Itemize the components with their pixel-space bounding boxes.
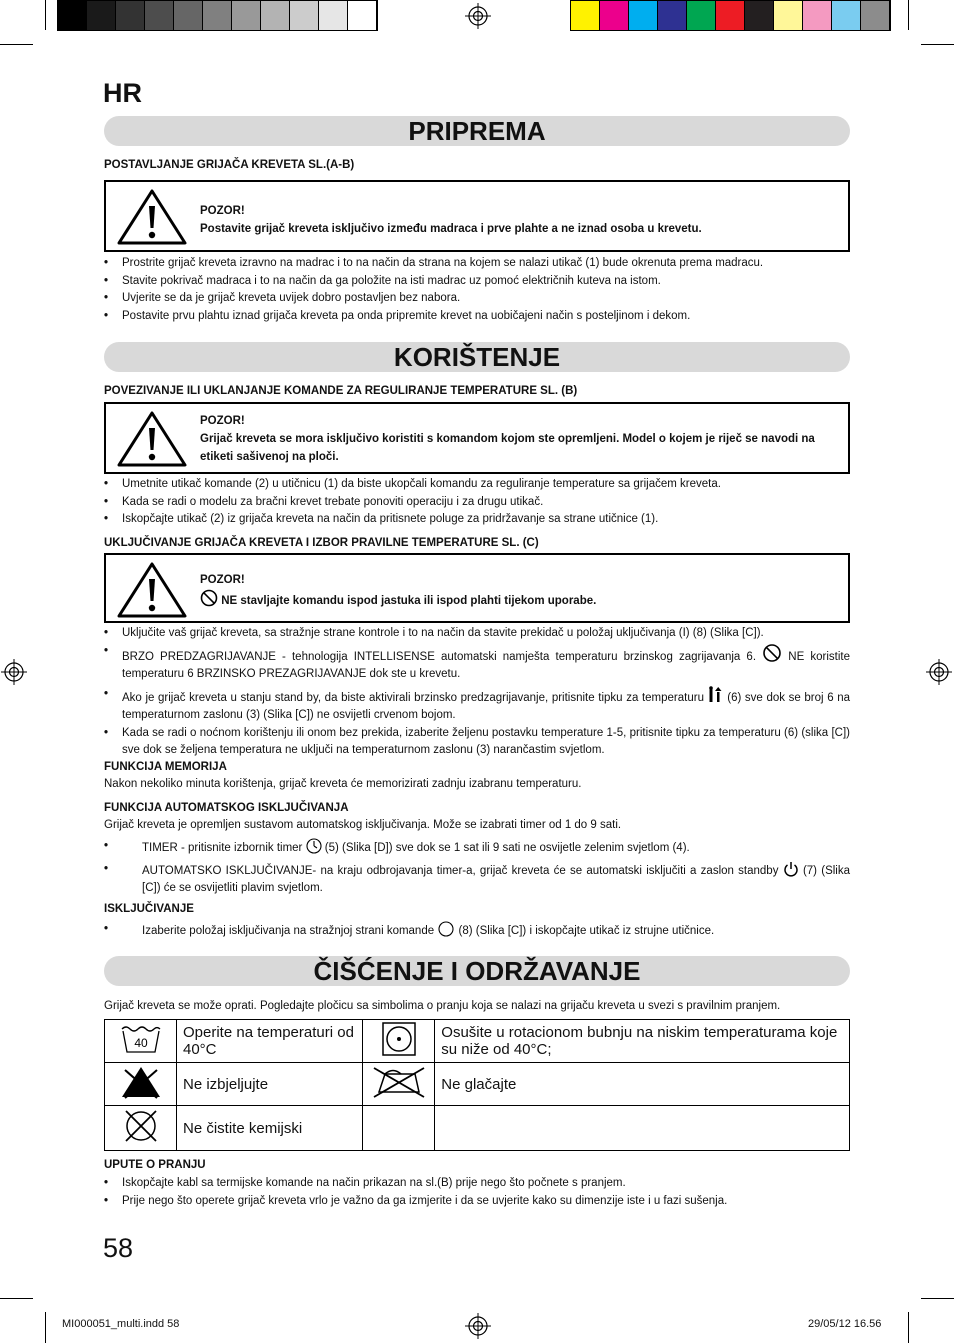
care-label: Ne glačajte — [435, 1063, 850, 1106]
no-ironing-icon — [371, 1064, 427, 1100]
section-title-koristenje: KORIŠTENJE — [104, 342, 850, 372]
warning-triangle-icon — [116, 410, 188, 468]
color-swatch — [290, 1, 319, 30]
color-swatch — [832, 1, 861, 30]
svg-text:40: 40 — [133, 1036, 148, 1050]
warning-text: Postavite grijač kreveta isključivo između madraca i prve plahte a ne iznad osoba u krevetu. — [200, 223, 702, 235]
care-icon-cell — [105, 1063, 177, 1106]
list-item: • Iskopčajte utikač (2) iz grijača kreveta na način da pritisnete poluge za pridržavanje sa strane utičnice (1). — [104, 511, 850, 529]
color-swatch — [261, 1, 290, 30]
no-bleach-icon — [119, 1064, 163, 1100]
switch-off-section — [104, 901, 850, 918]
prohibited-icon — [762, 643, 782, 663]
crop-mark — [908, 1312, 909, 1343]
bullet-list — [104, 838, 850, 898]
memory-section — [104, 759, 850, 793]
process-color-bar — [570, 0, 891, 31]
registration-mark-icon — [465, 1313, 491, 1339]
list-item: • Izaberite položaj isključivanja na stražnjoj strani komande (8) (Slika [C]) i iskopčajte utikač iz strujne utičnice. — [104, 921, 850, 941]
care-label: Osušite u rotacionom bubnju na niskim temperaturama koje su niže od 40°C; — [435, 1020, 850, 1063]
subheading: POSTAVLJANJE GRIJAČA KREVETA SL.(A-B) — [104, 159, 355, 171]
empty-cell — [363, 1106, 435, 1151]
care-icon-cell — [363, 1063, 435, 1106]
color-swatch — [658, 1, 687, 30]
color-swatch — [600, 1, 629, 30]
list-item: • Ako je grijač kreveta u stanju stand by, da biste aktivirali brzinsko predzagrijavanje, pritisnite tipku za temperaturu (6) sve dok se broj 6 na temperaturnom zaslonu (3) (Slika [C]) ne osvijetli crvenom bojom. — [104, 686, 850, 725]
paragraph: Grijač kreveta se može oprati. Pogledajte pločicu sa simbolima o pranju koja se nalazi na grijaču kreveta u svezi s pravilnim pranjem. — [104, 1000, 781, 1012]
color-swatch — [774, 1, 803, 30]
color-swatch — [116, 1, 145, 30]
color-swatch — [348, 1, 377, 30]
no-dry-clean-icon — [121, 1106, 161, 1146]
list-item: • Umetnite utikač komande (2) u utičnicu (1) da biste ukopčali komandu za reguliranje temperature sa grijačem kreveta. — [104, 476, 850, 494]
care-icon-cell — [105, 1106, 177, 1151]
color-swatch — [571, 1, 600, 30]
color-swatch — [629, 1, 658, 30]
list-item: • AUTOMATSKO ISKLJUČIVANJE- na kraju odbrojavanja timer-a, grijač kreveta će se automatski isključiti a zaslon standby (7) (Slika [C]) će se osvijetliti plavim svjetlom. — [104, 861, 850, 898]
subheading: FUNKCIJA AUTOMATSKOG ISKLJUČIVANJA — [104, 802, 349, 814]
warning-title: POZOR! — [200, 205, 245, 217]
tumble-dry-low-icon — [381, 1021, 417, 1057]
crop-mark — [45, 0, 46, 30]
warning-title: POZOR! — [200, 574, 245, 586]
warning-text: NE stavljajte komandu ispod jastuka ili ispod plahti tijekom uporabe. — [221, 595, 597, 607]
crop-mark — [0, 44, 33, 45]
list-item: • Prije nego što operete grijač kreveta vrlo je važno da ga izmjerite i da se uvjerite kako su dimenzije iste i u fazi sušenja. — [104, 1193, 850, 1211]
care-label: Ne čistite kemijski — [177, 1106, 363, 1151]
list-item: • Stavite pokrivač madraca i to na način da ga položite na isti madrac uz pomoć električnih kuteva na istom. — [104, 273, 850, 291]
color-swatch — [232, 1, 261, 30]
care-label: Operite na temperaturi od 40°C — [177, 1020, 363, 1063]
care-icon-cell — [105, 1020, 177, 1063]
subheading: POVEZIVANJE ILI UKLANJANJE KOMANDE ZA REGULIRANJE TEMPERATURE SL. (B) — [104, 385, 578, 397]
registration-mark-icon — [1, 659, 27, 685]
empty-cell — [435, 1106, 850, 1151]
warning-text: Grijač kreveta se mora isključivo koristiti s komandom kojom ste opremljeni. Model o kojem je riječ se navodi na etiketi sašivenoj na ploči. — [200, 433, 815, 463]
crop-mark — [908, 0, 909, 30]
care-label: Ne izbjeljujte — [177, 1063, 363, 1106]
color-swatch — [87, 1, 116, 30]
color-swatch — [174, 1, 203, 30]
bullet-list — [104, 1175, 850, 1210]
crop-mark — [921, 44, 954, 45]
language-code: HR — [103, 78, 142, 108]
color-swatch — [861, 1, 890, 30]
subheading: ISKLJUČIVANJE — [104, 903, 194, 915]
registration-mark-icon — [926, 659, 952, 685]
color-swatch — [58, 1, 87, 30]
care-icon-cell — [363, 1020, 435, 1063]
warning-title: POZOR! — [200, 415, 245, 427]
timer-icon — [306, 838, 322, 854]
section-title-ciscenje: ČIŠĆENJE I ODRŽAVANJE — [104, 956, 850, 986]
warning-triangle-icon — [116, 561, 188, 619]
paragraph: Grijač kreveta je opremljen sustavom automatskog isključivanja. Može se izabrati timer od 1 do 9 sati. — [104, 819, 622, 831]
temperature-button-icon — [708, 686, 724, 704]
auto-off-section — [104, 800, 850, 834]
care-symbols-table — [104, 1019, 850, 1151]
list-item: • Iskopčajte kabl sa termijske komande na način prikazan na sl.(B) prije nego što počnete s pranjem. — [104, 1175, 850, 1193]
grayscale-color-bar — [57, 0, 378, 31]
wash-40-icon — [119, 1024, 163, 1054]
bullet-list — [104, 921, 850, 941]
list-item: • Uključite vaš grijač kreveta, sa stražnje strane kontrole i to na način da stavite prekidač u položaj uključivanja (I) (8) (Slika [C]). — [104, 625, 850, 643]
crop-mark — [45, 1312, 46, 1343]
list-item: • Kada se radi o modelu za bračni krevet trebate ponoviti operaciju i za drugu utikač. — [104, 494, 850, 512]
subheading: UKLJUČIVANJE GRIJAČA KREVETA I IZBOR PRAVILNE TEMPERATURE SL. (C) — [104, 537, 539, 549]
bullet-list — [104, 255, 850, 325]
bullet-list — [104, 625, 850, 760]
warning-box — [104, 402, 850, 474]
crop-mark — [0, 1298, 33, 1299]
off-position-icon — [437, 921, 455, 937]
crop-mark — [921, 1298, 954, 1299]
warning-triangle-icon — [116, 188, 188, 246]
list-item: • Prostrite grijač kreveta izravno na madrac i to na način da strana na kojem se nalazi utikač (1) bude okrenuta prema madracu. — [104, 255, 850, 273]
list-item: • BRZO PREDZAGRIJAVANJE - tehnologija INTELLISENSE automatski namješta temperaturu brzinskog zagrijavanja 6. NE koristite temperaturu 6 BRZINSKO PREZAGRIJAVANJE dok ste u krevetu. — [104, 643, 850, 684]
list-item: • Postavite prvu plahtu iznad grijača kreveta pa onda pripremite krevet na uobičajeni način s posteljinom i dekom. — [104, 308, 850, 326]
list-item: • Uvjerite se da je grijač kreveta uvijek dobro postavljen bez nabora. — [104, 290, 850, 308]
color-swatch — [803, 1, 832, 30]
bullet-list — [104, 476, 850, 529]
washing-instructions — [104, 1157, 850, 1174]
list-item: • Kada se radi o noćnom korištenju ili onom bez prekida, izaberite željenu postavku temperature 1-5, pritisnite tipku za temperaturu (6) (slika [C]) sve dok se željena temperatura ne uključi na temperaturnom zaslonu (3) narančastim svjetlom. — [104, 725, 850, 760]
warning-box — [104, 553, 850, 623]
color-swatch — [687, 1, 716, 30]
subheading: UPUTE O PRANJU — [104, 1159, 206, 1171]
page-number: 58 — [103, 1233, 134, 1263]
color-swatch — [745, 1, 774, 30]
warning-box — [104, 180, 850, 252]
color-swatch — [716, 1, 745, 30]
subheading: FUNKCIJA MEMORIJA — [104, 761, 227, 773]
section-title-priprema: PRIPREMA — [104, 116, 850, 146]
registration-mark-icon — [465, 3, 491, 29]
footer-file: MI000051_multi.indd 58 — [62, 1318, 180, 1330]
list-item: • TIMER - pritisnite izbornik timer (5) (Slika [D]) sve dok se 1 sat ili 9 sati ne osvijetle zelenim svjetlom (4). — [104, 838, 850, 858]
footer-date: 29/05/12 16.56 — [808, 1318, 882, 1330]
power-standby-icon — [783, 861, 799, 877]
paragraph: Nakon nekoliko minuta korištenja, grijač kreveta će memorizirati zadnju izabranu temperaturu. — [104, 778, 582, 790]
prohibited-icon — [200, 589, 218, 607]
color-swatch — [145, 1, 174, 30]
color-swatch — [203, 1, 232, 30]
color-swatch — [319, 1, 348, 30]
